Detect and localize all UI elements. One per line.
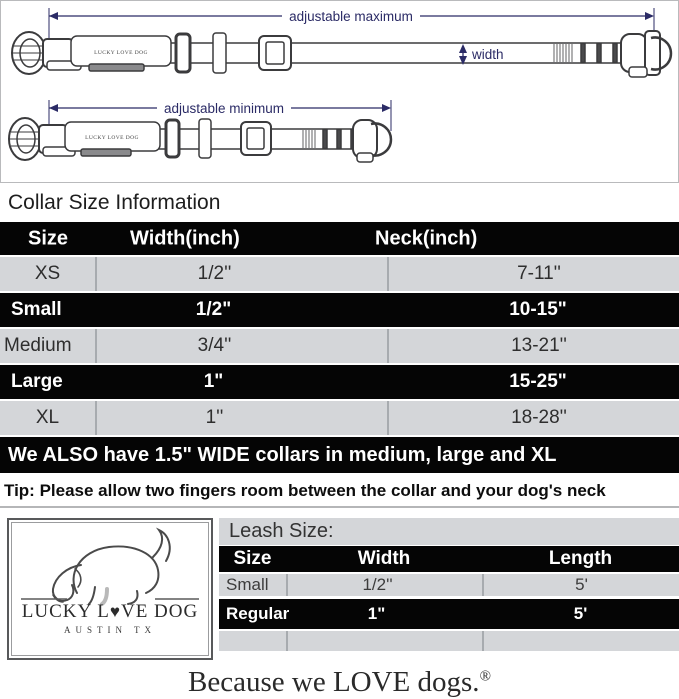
neck-cell: 13-21'' [387,329,679,363]
registered-mark: ® [479,668,491,685]
leash-header-size: Size [233,548,272,569]
length-cell: 5' [573,604,588,623]
leash-row-regular [219,599,679,629]
neck-cell: 7-11'' [387,257,679,291]
collar-table-header [0,222,679,255]
header-neck: Neck(inch) [375,227,478,249]
tagline [0,666,679,699]
size-cell: Large [11,371,63,392]
heart-icon: ♥ [109,602,121,621]
brand-wordmark [22,601,198,623]
brand-location: AUSTIN TX [63,625,157,635]
neck-cell: 15-25" [509,371,567,392]
empty-cell [219,631,286,651]
width-cell: 1/2'' [95,257,387,291]
empty-cell [286,631,482,651]
collar-size-title: Collar Size Information [8,190,221,214]
neck-cell: 18-28'' [387,401,679,435]
table-row-large [0,365,679,399]
header-size: Size [28,227,69,249]
buckle-logo-text: LUCKY LOVE DOG [94,50,148,56]
size-cell: XS [34,263,61,284]
max-label: adjustable maximum [289,9,413,24]
size-cell: Small [11,299,62,320]
leash-title: Leash Size: [219,518,679,545]
tagline-text: Because we LOVE dogs. [188,666,480,698]
table-row-xs [0,257,679,291]
collar-diagram [0,0,679,183]
leash-table [219,518,679,651]
leash-header-length: Length [548,548,613,569]
brand-logo-inner [11,522,209,656]
collar-table-body [0,257,679,435]
width-cell: 1'' [95,401,387,435]
width-cell: 1" [203,371,224,392]
leash-row-small [219,574,679,596]
leash-header [219,546,679,572]
brand-text-pre: LUCKY L [21,601,110,622]
brand-logo [7,518,213,660]
table-row-small [0,293,679,327]
header-width: Width(inch) [130,227,240,249]
buckle-logo-text: LUCKY LOVE DOG [85,135,139,141]
brand-text-post: VE DOG [120,601,199,622]
min-label: adjustable minimum [163,101,285,116]
wide-collars-banner: We ALSO have 1.5" WIDE collars in medium, large and XL [0,437,679,473]
dog-sketch-icon [15,525,205,607]
collar-diagram-svg [1,1,678,182]
size-cell: Regular [226,604,290,623]
length-cell: 5' [482,574,679,596]
size-cell: Medium [4,335,72,356]
fit-tip: Tip: Please allow two fingers room between the collar and your dog's neck [0,475,679,508]
width-label: width [472,47,504,62]
width-cell: 1/2'' [286,574,482,596]
table-row-medium [0,329,679,363]
width-cell: 3/4'' [95,329,387,363]
empty-cell [482,631,679,651]
leash-row-empty [219,631,679,651]
width-cell: 1/2" [195,299,232,320]
collar-min-art [9,118,391,162]
width-cell: 1" [367,604,386,623]
bottom-section [0,518,679,660]
neck-cell: 10-15" [509,299,567,320]
size-cell: Small [226,575,269,594]
size-cell: XL [35,407,60,428]
leash-header-width: Width [357,548,411,569]
table-row-xl [0,401,679,435]
